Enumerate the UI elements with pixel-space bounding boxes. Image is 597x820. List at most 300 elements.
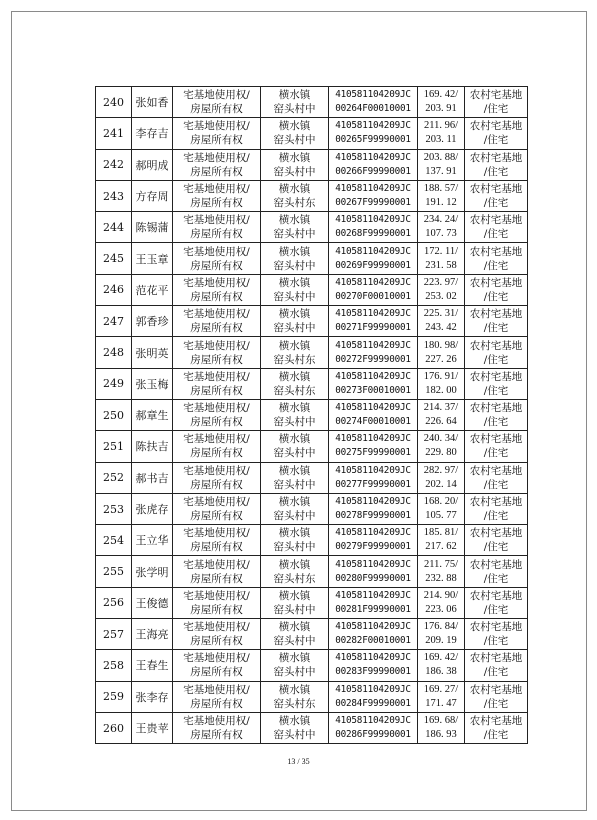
land-use-cell bbox=[465, 180, 528, 211]
right-type-cell-line: 宅基地使用权/ bbox=[183, 276, 250, 289]
row-number-cell: 259 bbox=[96, 681, 132, 712]
area-cell-line: 243. 42 bbox=[425, 322, 457, 334]
unit-code-cell-line: 410581104209JC bbox=[335, 527, 411, 539]
area-cell-line: 172. 11/ bbox=[423, 245, 459, 257]
land-use-cell-line: 农村宅基地 bbox=[469, 496, 523, 508]
land-use-cell-line: 农村宅基地 bbox=[469, 151, 523, 164]
land-use-cell bbox=[465, 87, 528, 118]
owner-name-cell: 王海亮 bbox=[132, 619, 173, 650]
right-type-cell bbox=[173, 118, 261, 149]
location-cell-line: 窑头村中 bbox=[273, 635, 316, 648]
location-cell-line: 横水镇 bbox=[278, 151, 311, 164]
right-type-cell bbox=[173, 306, 261, 337]
unit-code-cell bbox=[329, 337, 418, 368]
owner-name-cell: 郝书吉 bbox=[132, 462, 173, 493]
location-cell-line: 横水镇 bbox=[278, 496, 311, 508]
owner-name-cell: 李存吉 bbox=[132, 118, 173, 149]
right-type-cell bbox=[173, 87, 261, 118]
owner-name-cell: 王俊德 bbox=[132, 587, 173, 618]
area-cell-line: 227. 26 bbox=[425, 353, 457, 365]
land-use-cell bbox=[465, 368, 528, 399]
right-type-cell bbox=[173, 525, 261, 556]
land-use-cell bbox=[465, 399, 528, 430]
table-row bbox=[96, 462, 528, 493]
area-cell bbox=[418, 431, 465, 462]
right-type-cell-line: 宅基地使用权/ bbox=[183, 151, 250, 164]
land-use-cell-line: /住宅 bbox=[483, 416, 509, 429]
owner-name-cell: 王玉章 bbox=[132, 243, 173, 274]
area-cell-line: 282. 97/ bbox=[423, 464, 459, 476]
table-row bbox=[96, 368, 528, 399]
right-type-cell bbox=[173, 681, 261, 712]
land-use-cell bbox=[465, 650, 528, 681]
land-use-cell-line: 农村宅基地 bbox=[469, 308, 523, 321]
area-cell bbox=[418, 306, 465, 337]
owner-name-cell: 郝明成 bbox=[132, 149, 173, 180]
land-use-cell bbox=[465, 556, 528, 587]
right-type-cell-line: 房屋所有权 bbox=[190, 447, 243, 460]
land-use-cell-line: /住宅 bbox=[483, 384, 509, 397]
right-type-cell bbox=[173, 462, 261, 493]
land-use-cell-line: /住宅 bbox=[483, 510, 509, 522]
location-cell-line: 横水镇 bbox=[278, 558, 311, 571]
row-number-cell: 251 bbox=[96, 431, 132, 462]
land-use-cell-line: 农村宅基地 bbox=[469, 683, 523, 696]
unit-code-cell-line: 410581104209JC bbox=[335, 370, 411, 382]
area-cell-line: 186. 38 bbox=[425, 666, 457, 678]
unit-code-cell-line: 410581104209JC bbox=[335, 652, 411, 664]
area-cell-line: 105. 77 bbox=[425, 510, 457, 521]
location-cell-line: 窑头村中 bbox=[273, 510, 316, 522]
unit-code-cell-line: 00286F99990001 bbox=[335, 729, 411, 741]
records-table-body bbox=[96, 87, 528, 744]
row-number-cell: 254 bbox=[96, 525, 132, 556]
right-type-cell-line: 房屋所有权 bbox=[190, 416, 243, 429]
table-row bbox=[96, 243, 528, 274]
table-row bbox=[96, 399, 528, 430]
location-cell bbox=[261, 681, 329, 712]
right-type-cell bbox=[173, 274, 261, 305]
unit-code-cell-line: 00269F99990001 bbox=[335, 259, 411, 271]
unit-code-cell bbox=[329, 587, 418, 618]
area-cell-line: 234. 24/ bbox=[423, 214, 459, 226]
unit-code-cell-line: 00273F00010001 bbox=[335, 384, 411, 396]
table-row bbox=[96, 681, 528, 712]
area-cell bbox=[418, 368, 465, 399]
right-type-cell-line: 宅基地使用权/ bbox=[183, 183, 250, 196]
location-cell bbox=[261, 306, 329, 337]
unit-code-cell bbox=[329, 493, 418, 524]
right-type-cell-line: 宅基地使用权/ bbox=[183, 245, 250, 258]
area-cell-line: 229. 80 bbox=[425, 447, 457, 459]
row-number-cell: 258 bbox=[96, 650, 132, 681]
right-type-cell-line: 宅基地使用权/ bbox=[183, 214, 250, 227]
area-cell bbox=[418, 712, 465, 743]
right-type-cell-line: 房屋所有权 bbox=[190, 322, 243, 335]
unit-code-cell-line: 00277F99990001 bbox=[335, 478, 411, 490]
location-cell bbox=[261, 337, 329, 368]
owner-name-cell: 王立华 bbox=[132, 525, 173, 556]
area-cell-line: 202. 14 bbox=[425, 478, 457, 490]
right-type-cell-line: 房屋所有权 bbox=[190, 603, 243, 616]
owner-name-cell: 张虎存 bbox=[132, 493, 173, 524]
right-type-cell-line: 宅基地使用权/ bbox=[183, 89, 250, 102]
right-type-cell-line: 宅基地使用权/ bbox=[183, 464, 250, 477]
table-row bbox=[96, 556, 528, 587]
table-row bbox=[96, 431, 528, 462]
area-cell bbox=[418, 87, 465, 118]
area-cell bbox=[418, 212, 465, 243]
right-type-cell-line: 房屋所有权 bbox=[190, 228, 243, 241]
land-use-cell bbox=[465, 212, 528, 243]
location-cell-line: 窑头村东 bbox=[273, 572, 316, 585]
unit-code-cell-line: 410581104209JC bbox=[335, 214, 411, 226]
unit-code-cell bbox=[329, 212, 418, 243]
location-cell-line: 横水镇 bbox=[278, 339, 311, 352]
land-use-cell-line: 农村宅基地 bbox=[469, 652, 523, 665]
right-type-cell-line: 宅基地使用权/ bbox=[183, 120, 250, 133]
location-cell-line: 窑头村中 bbox=[273, 103, 316, 116]
area-cell bbox=[418, 493, 465, 524]
unit-code-cell-line: 00279F99990001 bbox=[335, 541, 411, 553]
right-type-cell-line: 宅基地使用权/ bbox=[183, 496, 250, 508]
right-type-cell-line: 宅基地使用权/ bbox=[183, 558, 250, 571]
owner-name-cell: 范花平 bbox=[132, 274, 173, 305]
area-cell bbox=[418, 462, 465, 493]
owner-name-cell: 陈锡蒲 bbox=[132, 212, 173, 243]
right-type-cell-line: 房屋所有权 bbox=[190, 697, 243, 710]
location-cell-line: 窑头村中 bbox=[273, 447, 316, 460]
land-use-cell-line: 农村宅基地 bbox=[469, 558, 523, 571]
area-cell-line: 180. 98/ bbox=[423, 339, 459, 351]
row-number-cell: 252 bbox=[96, 462, 132, 493]
land-use-cell bbox=[465, 619, 528, 650]
location-cell bbox=[261, 118, 329, 149]
owner-name-cell: 张明英 bbox=[132, 337, 173, 368]
location-cell-line: 横水镇 bbox=[278, 308, 311, 321]
location-cell bbox=[261, 556, 329, 587]
right-type-cell-line: 房屋所有权 bbox=[190, 353, 243, 366]
land-use-cell-line: 农村宅基地 bbox=[469, 120, 523, 133]
land-use-cell-line: 农村宅基地 bbox=[469, 245, 523, 258]
location-cell bbox=[261, 399, 329, 430]
right-type-cell-line: 宅基地使用权/ bbox=[183, 715, 250, 728]
area-cell-line: 214. 37/ bbox=[423, 402, 459, 414]
location-cell-line: 窑头村中 bbox=[273, 666, 316, 679]
unit-code-cell bbox=[329, 180, 418, 211]
location-cell bbox=[261, 462, 329, 493]
records-table bbox=[95, 86, 528, 744]
unit-code-cell bbox=[329, 556, 418, 587]
location-cell-line: 横水镇 bbox=[278, 589, 311, 602]
location-cell bbox=[261, 525, 329, 556]
land-use-cell-line: 农村宅基地 bbox=[469, 715, 523, 728]
land-use-cell bbox=[465, 587, 528, 618]
unit-code-cell-line: 410581104209JC bbox=[335, 308, 411, 320]
right-type-cell-line: 宅基地使用权/ bbox=[183, 527, 250, 540]
area-cell-line: 107. 73 bbox=[425, 228, 457, 240]
owner-name-cell: 郭香珍 bbox=[132, 306, 173, 337]
area-cell bbox=[418, 149, 465, 180]
land-use-cell-line: 农村宅基地 bbox=[469, 589, 523, 602]
right-type-cell-line: 房屋所有权 bbox=[190, 510, 243, 522]
unit-code-cell-line: 00284F99990001 bbox=[335, 697, 411, 709]
table-row bbox=[96, 525, 528, 556]
land-use-cell bbox=[465, 525, 528, 556]
area-cell-line: 240. 34/ bbox=[423, 433, 459, 445]
unit-code-cell-line: 410581104209JC bbox=[335, 276, 411, 288]
land-use-cell bbox=[465, 149, 528, 180]
table-row bbox=[96, 493, 528, 524]
unit-code-cell bbox=[329, 462, 418, 493]
right-type-cell-line: 房屋所有权 bbox=[190, 197, 243, 210]
location-cell bbox=[261, 243, 329, 274]
location-cell-line: 横水镇 bbox=[278, 276, 311, 289]
right-type-cell-line: 房屋所有权 bbox=[190, 259, 243, 272]
area-cell-line: 176. 91/ bbox=[423, 370, 459, 382]
right-type-cell bbox=[173, 212, 261, 243]
table-row bbox=[96, 337, 528, 368]
land-use-cell bbox=[465, 243, 528, 274]
unit-code-cell-line: 00275F99990001 bbox=[335, 447, 411, 459]
unit-code-cell-line: 410581104209JC bbox=[335, 120, 411, 132]
row-number-cell: 260 bbox=[96, 712, 132, 743]
area-cell-line: 137. 91 bbox=[425, 165, 457, 177]
land-use-cell-line: 农村宅基地 bbox=[469, 214, 523, 227]
location-cell-line: 横水镇 bbox=[278, 715, 311, 728]
unit-code-cell-line: 410581104209JC bbox=[335, 339, 411, 351]
area-cell bbox=[418, 681, 465, 712]
land-use-cell bbox=[465, 462, 528, 493]
unit-code-cell-line: 00266F99990001 bbox=[335, 165, 411, 177]
unit-code-cell bbox=[329, 681, 418, 712]
right-type-cell-line: 宅基地使用权/ bbox=[183, 308, 250, 321]
location-cell bbox=[261, 712, 329, 743]
row-number-cell: 245 bbox=[96, 243, 132, 274]
right-type-cell bbox=[173, 587, 261, 618]
right-type-cell-line: 房屋所有权 bbox=[190, 572, 243, 585]
right-type-cell-line: 房屋所有权 bbox=[190, 666, 243, 679]
right-type-cell-line: 宅基地使用权/ bbox=[183, 402, 250, 415]
land-use-cell-line: /住宅 bbox=[483, 447, 509, 460]
area-cell-line: 225. 31/ bbox=[423, 308, 459, 320]
location-cell-line: 窑头村东 bbox=[273, 197, 316, 210]
right-type-cell bbox=[173, 337, 261, 368]
location-cell-line: 窑头村中 bbox=[273, 729, 316, 742]
location-cell bbox=[261, 587, 329, 618]
land-use-cell-line: /住宅 bbox=[483, 666, 509, 679]
right-type-cell bbox=[173, 619, 261, 650]
unit-code-cell-line: 410581104209JC bbox=[335, 183, 411, 195]
unit-code-cell bbox=[329, 619, 418, 650]
land-use-cell-line: 农村宅基地 bbox=[469, 89, 523, 102]
location-cell-line: 横水镇 bbox=[278, 621, 311, 634]
unit-code-cell bbox=[329, 306, 418, 337]
land-use-cell bbox=[465, 274, 528, 305]
location-cell bbox=[261, 650, 329, 681]
table-row bbox=[96, 87, 528, 118]
area-cell-line: 223. 06 bbox=[425, 603, 457, 615]
row-number-cell: 242 bbox=[96, 149, 132, 180]
location-cell-line: 窑头村中 bbox=[273, 165, 316, 178]
unit-code-cell bbox=[329, 399, 418, 430]
owner-name-cell: 郝章生 bbox=[132, 399, 173, 430]
right-type-cell-line: 房屋所有权 bbox=[190, 729, 243, 742]
right-type-cell-line: 房屋所有权 bbox=[190, 290, 243, 303]
right-type-cell bbox=[173, 712, 261, 743]
unit-code-cell-line: 00267F99990001 bbox=[335, 197, 411, 209]
area-cell-line: 169. 27/ bbox=[423, 683, 459, 695]
unit-code-cell-line: 410581104209JC bbox=[335, 621, 411, 633]
unit-code-cell bbox=[329, 650, 418, 681]
location-cell-line: 窑头村中 bbox=[273, 541, 316, 554]
right-type-cell bbox=[173, 650, 261, 681]
area-cell-line: 186. 93 bbox=[425, 729, 457, 741]
location-cell bbox=[261, 619, 329, 650]
row-number-cell: 248 bbox=[96, 337, 132, 368]
owner-name-cell: 张李存 bbox=[132, 681, 173, 712]
location-cell-line: 横水镇 bbox=[278, 683, 311, 696]
location-cell-line: 横水镇 bbox=[278, 183, 311, 196]
row-number-cell: 253 bbox=[96, 493, 132, 524]
location-cell bbox=[261, 212, 329, 243]
row-number-cell: 250 bbox=[96, 399, 132, 430]
right-type-cell-line: 宅基地使用权/ bbox=[183, 433, 250, 446]
land-use-cell-line: 农村宅基地 bbox=[469, 527, 523, 540]
land-use-cell bbox=[465, 681, 528, 712]
table-row bbox=[96, 712, 528, 743]
unit-code-cell-line: 00283F99990001 bbox=[335, 666, 411, 678]
area-cell-line: 191. 12 bbox=[425, 197, 457, 209]
area-cell-line: 169. 68/ bbox=[423, 715, 459, 727]
area-cell bbox=[418, 556, 465, 587]
land-use-cell-line: 农村宅基地 bbox=[469, 339, 523, 352]
unit-code-cell-line: 00268F99990001 bbox=[335, 228, 411, 240]
right-type-cell-line: 宅基地使用权/ bbox=[183, 589, 250, 602]
land-use-cell bbox=[465, 431, 528, 462]
row-number-cell: 241 bbox=[96, 118, 132, 149]
right-type-cell bbox=[173, 399, 261, 430]
area-cell-line: 176. 84/ bbox=[423, 621, 459, 633]
area-cell bbox=[418, 587, 465, 618]
unit-code-cell-line: 410581104209JC bbox=[335, 683, 411, 695]
table-row bbox=[96, 650, 528, 681]
right-type-cell-line: 房屋所有权 bbox=[190, 541, 243, 554]
location-cell-line: 横水镇 bbox=[278, 464, 311, 477]
unit-code-cell-line: 410581104209JC bbox=[335, 89, 411, 101]
area-cell bbox=[418, 337, 465, 368]
location-cell-line: 横水镇 bbox=[278, 214, 311, 227]
area-cell-line: 168. 20/ bbox=[423, 496, 459, 507]
unit-code-cell-line: 00274F00010001 bbox=[335, 416, 411, 428]
unit-code-cell-line: 00280F99990001 bbox=[335, 572, 411, 584]
area-cell-line: 232. 88 bbox=[425, 572, 457, 584]
land-use-cell-line: /住宅 bbox=[483, 697, 509, 710]
row-number-cell: 257 bbox=[96, 619, 132, 650]
land-use-cell-line: /住宅 bbox=[483, 353, 509, 366]
land-use-cell-line: /住宅 bbox=[483, 541, 509, 554]
land-use-cell-line: /住宅 bbox=[483, 259, 509, 272]
location-cell-line: 窑头村中 bbox=[273, 416, 316, 429]
unit-code-cell bbox=[329, 431, 418, 462]
land-use-cell-line: 农村宅基地 bbox=[469, 464, 523, 477]
land-use-cell-line: /住宅 bbox=[483, 197, 509, 210]
area-cell bbox=[418, 650, 465, 681]
area-cell-line: 185. 81/ bbox=[423, 527, 459, 539]
location-cell-line: 横水镇 bbox=[278, 652, 311, 665]
land-use-cell bbox=[465, 306, 528, 337]
unit-code-cell-line: 410581104209JC bbox=[335, 558, 411, 570]
land-use-cell-line: /住宅 bbox=[483, 165, 509, 178]
right-type-cell-line: 宅基地使用权/ bbox=[183, 370, 250, 383]
right-type-cell-line: 宅基地使用权/ bbox=[183, 652, 250, 665]
land-use-cell-line: /住宅 bbox=[483, 729, 509, 742]
land-use-cell bbox=[465, 337, 528, 368]
land-use-cell-line: /住宅 bbox=[483, 635, 509, 648]
owner-name-cell: 陈扶吉 bbox=[132, 431, 173, 462]
land-use-cell bbox=[465, 118, 528, 149]
location-cell-line: 横水镇 bbox=[278, 245, 311, 258]
unit-code-cell-line: 410581104209JC bbox=[335, 151, 411, 163]
owner-name-cell: 方存周 bbox=[132, 180, 173, 211]
unit-code-cell-line: 00281F99990001 bbox=[335, 603, 411, 615]
location-cell bbox=[261, 431, 329, 462]
area-cell-line: 209. 19 bbox=[425, 635, 457, 647]
land-use-cell-line: 农村宅基地 bbox=[469, 183, 523, 196]
right-type-cell bbox=[173, 431, 261, 462]
right-type-cell-line: 房屋所有权 bbox=[190, 103, 243, 116]
area-cell-line: 203. 91 bbox=[425, 103, 457, 115]
location-cell bbox=[261, 368, 329, 399]
location-cell-line: 窑头村东 bbox=[273, 697, 316, 710]
location-cell bbox=[261, 180, 329, 211]
right-type-cell bbox=[173, 180, 261, 211]
area-cell-line: 211. 96/ bbox=[423, 120, 459, 132]
table-row bbox=[96, 587, 528, 618]
area-cell-line: 253. 02 bbox=[425, 290, 457, 302]
location-cell bbox=[261, 87, 329, 118]
area-cell bbox=[418, 243, 465, 274]
row-number-cell: 240 bbox=[96, 87, 132, 118]
unit-code-cell bbox=[329, 118, 418, 149]
right-type-cell-line: 房屋所有权 bbox=[190, 478, 243, 491]
page-number: 13 / 35 bbox=[287, 757, 310, 766]
area-cell bbox=[418, 399, 465, 430]
area-cell bbox=[418, 180, 465, 211]
location-cell bbox=[261, 274, 329, 305]
unit-code-cell-line: 410581104209JC bbox=[335, 245, 411, 257]
land-use-cell-line: 农村宅基地 bbox=[469, 370, 523, 383]
area-cell-line: 171. 47 bbox=[425, 697, 457, 709]
right-type-cell-line: 宅基地使用权/ bbox=[183, 621, 250, 634]
table-row bbox=[96, 619, 528, 650]
right-type-cell-line: 房屋所有权 bbox=[190, 635, 243, 648]
table-row bbox=[96, 212, 528, 243]
table-row bbox=[96, 118, 528, 149]
location-cell-line: 窑头村中 bbox=[273, 603, 316, 616]
location-cell-line: 窑头村中 bbox=[273, 290, 316, 303]
unit-code-cell-line: 410581104209JC bbox=[335, 464, 411, 476]
owner-name-cell: 张学明 bbox=[132, 556, 173, 587]
area-cell-line: 169. 42/ bbox=[423, 652, 459, 664]
unit-code-cell bbox=[329, 243, 418, 274]
land-use-cell-line: 农村宅基地 bbox=[469, 276, 523, 289]
unit-code-cell bbox=[329, 368, 418, 399]
unit-code-cell bbox=[329, 149, 418, 180]
area-cell-line: 231. 58 bbox=[425, 259, 457, 271]
owner-name-cell: 王春生 bbox=[132, 650, 173, 681]
area-cell bbox=[418, 118, 465, 149]
